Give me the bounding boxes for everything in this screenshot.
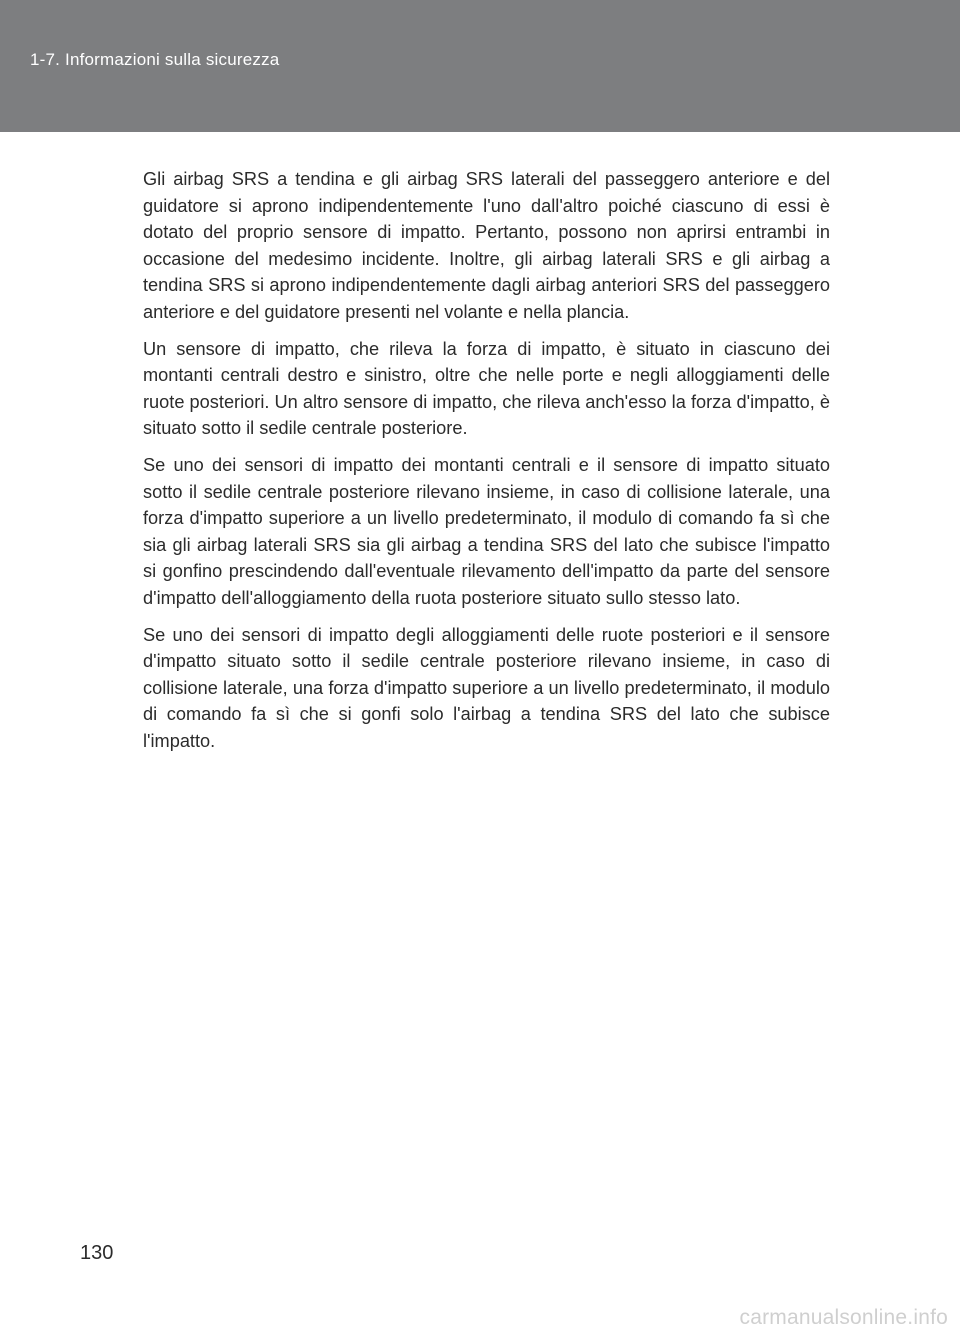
page-number: 130 bbox=[80, 1242, 114, 1264]
paragraph-4: Se uno dei sensori di impatto degli alloggiamenti delle ruote posteriori e il sensore d'impatto situato sotto il sedile centrale posteriore rilevano insieme, in caso di collisione laterale, una forza d'impatto superiore a un livello predeterminato, il modulo di comando fa sì che si gonfi solo l'airbag a tendina SRS del lato che subisce l'impatto. bbox=[143, 624, 830, 751]
section-title: 1-7. Informazioni sulla sicurezza bbox=[30, 50, 280, 69]
paragraph-3: Se uno dei sensori di impatto dei montanti centrali e il sensore di impatto situato sotto il sedile centrale posteriore rilevano insieme, in caso di collisione laterale, una forza d'impatto superiore a un livello predeterminato, il modulo di comando fa sì che sia gli airbag laterali SRS sia gli airbag a tendina SRS del lato che subisce l'impatto si gonfino prescindendo dall'eventuale rilevamento dell'impatto da parte del sensore d'impatto dell'alloggiamento della ruota posteriore situato sullo stesso lato. bbox=[143, 454, 830, 608]
watermark: carmanualsonline.info bbox=[739, 1306, 948, 1329]
paragraph-1: Gli airbag SRS a tendina e gli airbag SRS laterali del passeggero anteriore e del guidatore si aprono indipendentemente l'uno dall'altro poiché ciascuno di essi è dotato del proprio sensore di impatto. Pertanto, possono non aprirsi entrambi in occasione del medesimo incidente. Inoltre, gli airbag laterali SRS e gli airbag a tendina SRS si aprono indipendentemente dagli airbag anteriori SRS del passeggero anteriore e del guidatore presenti nel volante e nella plancia. bbox=[143, 169, 830, 322]
page-content bbox=[143, 166, 830, 764]
paragraph-2: Un sensore di impatto, che rileva la forza di impatto, è situato in ciascuno dei montanti centrali destro e sinistro, oltre che nelle porte e negli alloggiamenti delle ruote posteriori. Un altro sensore di impatto, che rileva anch'esso la forza d'impatto, è situato sotto il sedile centrale posteriore. bbox=[143, 338, 830, 439]
header-band bbox=[0, 0, 960, 132]
